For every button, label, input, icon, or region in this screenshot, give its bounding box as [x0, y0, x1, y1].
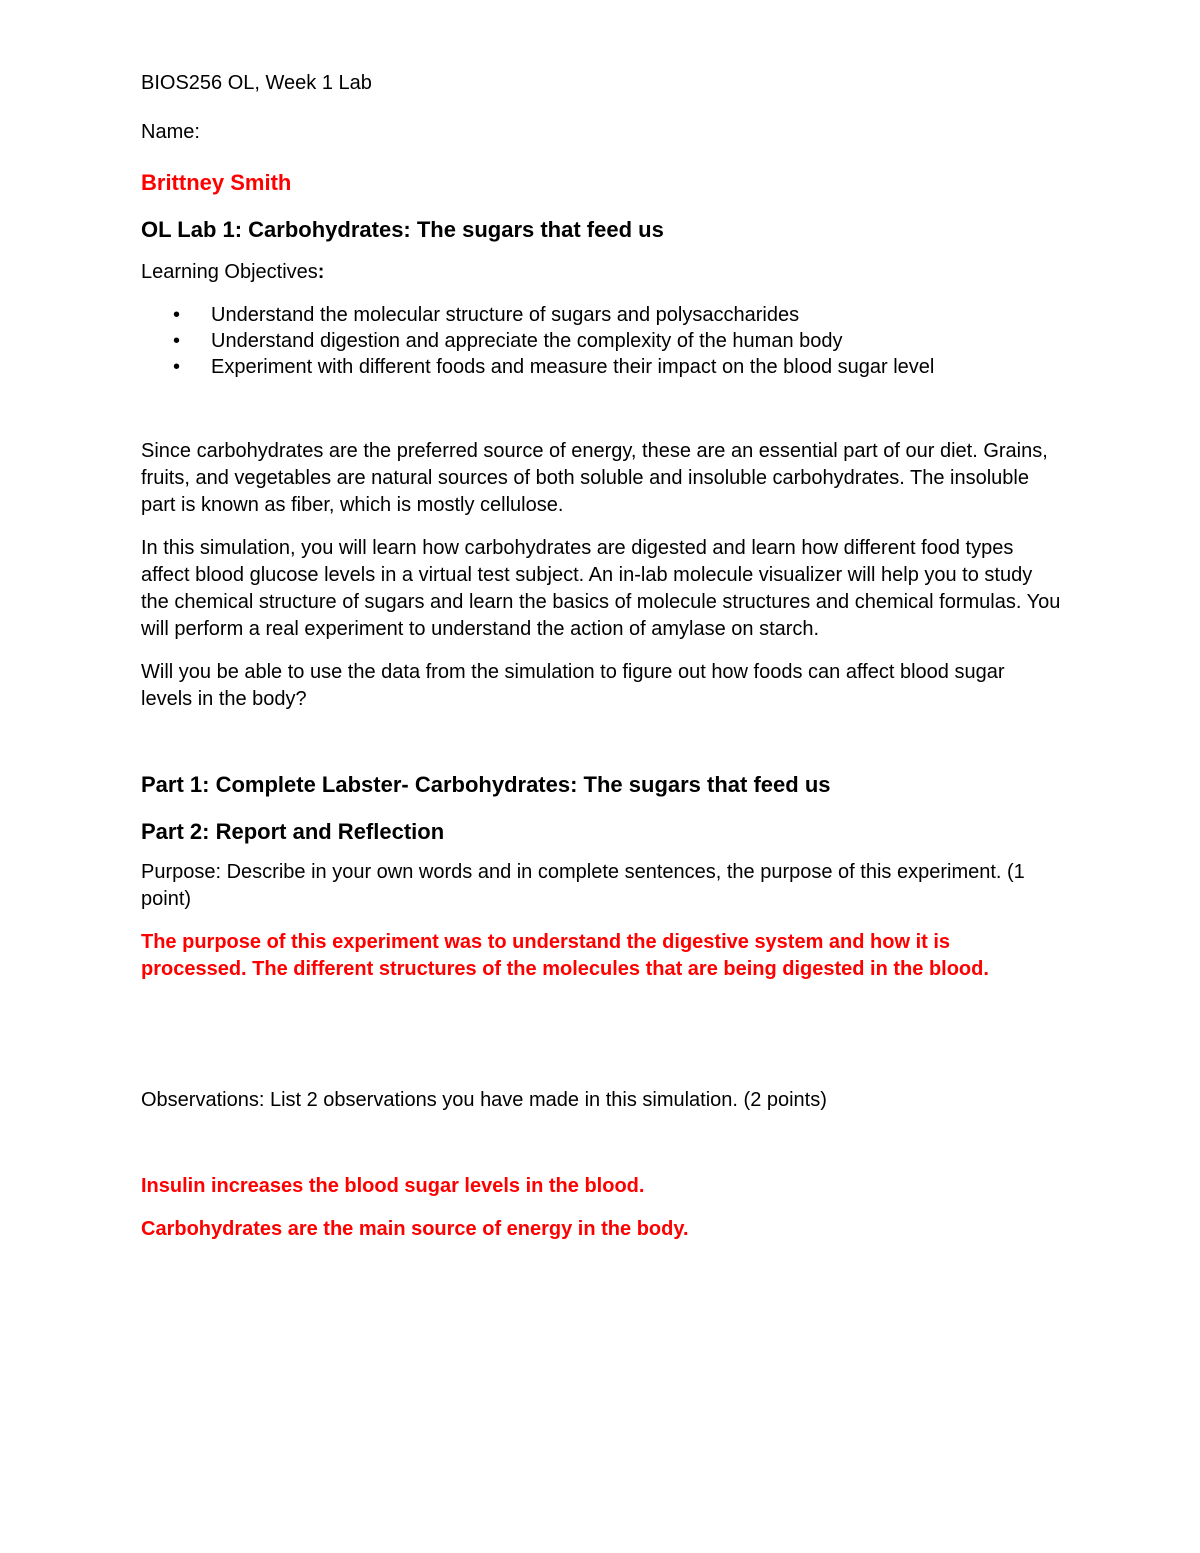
question-paragraph: Will you be able to use the data from the simulation to figure out how foods can affect blood sugar levels in the body? [141, 661, 1005, 710]
objectives-label-text: Learning Objectives [141, 261, 318, 283]
objective-text: Understand digestion and appreciate the complexity of the human body [211, 330, 843, 352]
objective-text: Experiment with different foods and measure their impact on the blood sugar level [211, 356, 935, 378]
document-page [141, 70, 1061, 1259]
purpose-prompt: Purpose: Describe in your own words and in complete sentences, the purpose of this experiment. (1 point) [141, 861, 1025, 910]
bullet-icon: • [173, 304, 181, 326]
bullet-icon: • [173, 356, 181, 378]
student-name: Brittney Smith [141, 170, 292, 195]
purpose-answer-block [141, 929, 1061, 983]
part1-heading: Part 1: Complete Labster- Carbohydrates: The sugars that feed us [141, 772, 831, 797]
list-item [141, 328, 1061, 355]
name-label: Name: [141, 121, 200, 143]
purpose-answer: The purpose of this experiment was to understand the digestive system and how it is processed. The different structures of the molecules that are being digested in the blood. [141, 931, 989, 980]
intro-paragraph: Since carbohydrates are the preferred source of energy, these are an essential part of our diet. Grains, fruits, and vegetables are natural sources of both soluble and insoluble carbohydrates. The insoluble part is known as fiber, which is mostly cellulose. [141, 440, 1048, 516]
observation-answer-1: Insulin increases the blood sugar levels in the blood. [141, 1175, 645, 1197]
lab-title: OL Lab 1: Carbohydrates: The sugars that feed us [141, 217, 664, 242]
simulation-paragraph: In this simulation, you will learn how carbohydrates are digested and learn how different food types affect blood glucose levels in a virtual test subject. An in-lab molecule visualizer will help you to study the chemical structure of sugars and learn the basics of molecule structures and chemical formulas. You will perform a real experiment to understand the action of amylase on starch. [141, 537, 1061, 640]
course-line: BIOS256 OL, Week 1 Lab [141, 72, 372, 94]
objectives-list [141, 302, 1061, 381]
objectives-label [141, 259, 1061, 286]
part2-heading: Part 2: Report and Reflection [141, 819, 445, 844]
list-item [141, 354, 1061, 381]
observation-answer-2: Carbohydrates are the main source of energy in the body. [141, 1218, 689, 1240]
observations-prompt: Observations: List 2 observations you have made in this simulation. (2 points) [141, 1089, 827, 1111]
bullet-icon: • [173, 330, 181, 352]
objective-text: Understand the molecular structure of sugars and polysaccharides [211, 304, 800, 326]
list-item [141, 302, 1061, 329]
objectives-label-colon: : [317, 261, 325, 283]
